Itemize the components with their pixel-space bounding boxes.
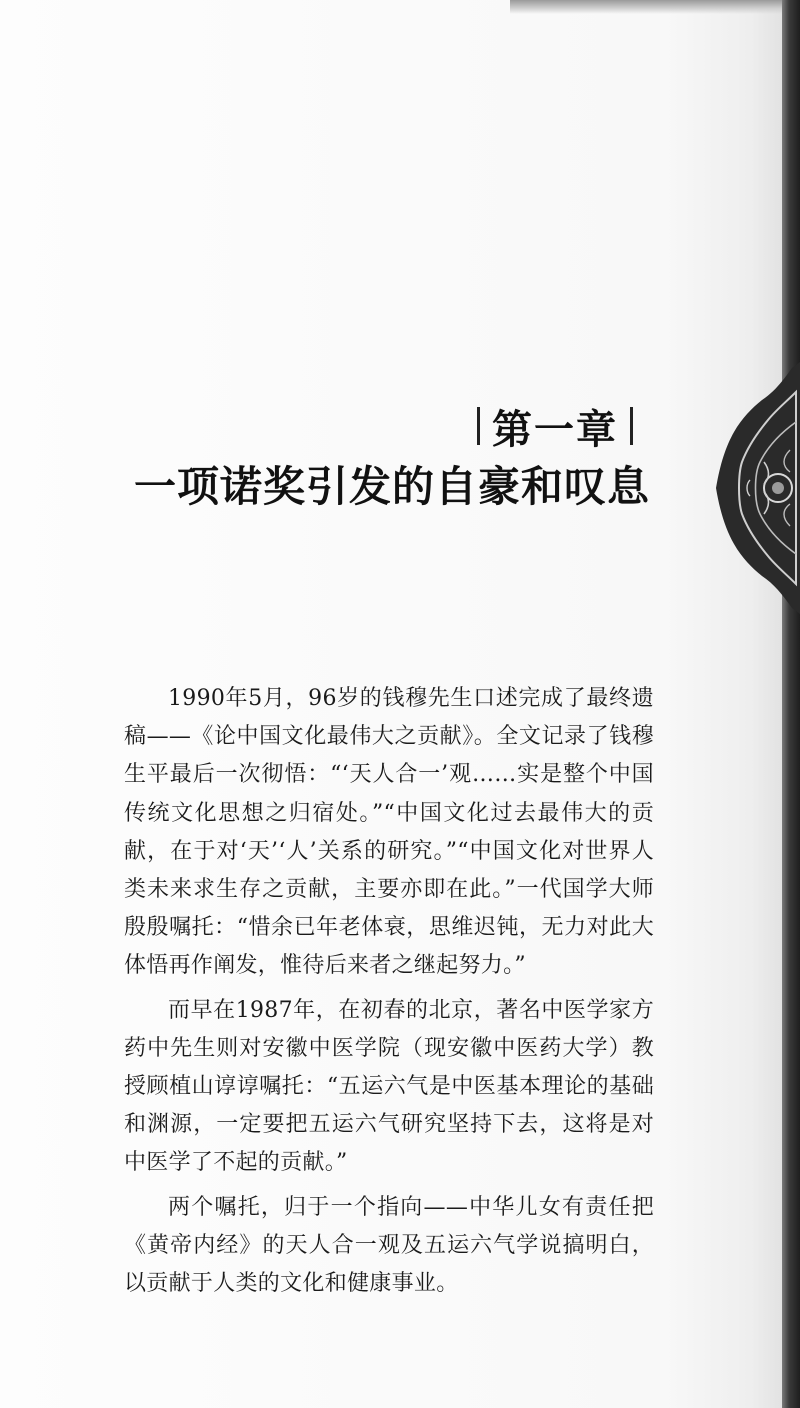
decorative-ornament-icon — [712, 362, 800, 614]
right-bar — [630, 407, 633, 445]
paragraph-1: 1990年5月，96岁的钱穆先生口述完成了最终遗稿——《论中国文化最伟大之贡献》。全文记录了钱穆生平最后一次彻悟：“‘天人合一’观……实是整个中国传统文化思想之归宿处。”“中国文化过去最伟大的贡献，在于对‘天’‘人’关系的研究。”“中国文化对世界人类未来求生存之贡献，主要亦即在此。”一代国学大师殷殷嘱托：“惜余已年老体衰，思维迟钝，无力对此大体悟再作阐发，惟待后来者之继起努力。” — [124, 686, 654, 979]
chapter-number — [460, 398, 650, 454]
chapter-title: 一项诺奖引发的自豪和叹息 — [133, 462, 650, 511]
body-text — [124, 680, 654, 1309]
paragraph-3: 两个嘱托，归于一个指向——中华儿女有责任把《黄帝内经》的天人合一观及五运六气学说搞明白，以贡献于人类的文化和健康事业。 — [124, 1194, 654, 1297]
book-edge — [782, 0, 800, 1408]
page-shadow — [510, 0, 790, 14]
left-bar — [477, 407, 480, 445]
paragraph-2: 而早在1987年，在初春的北京，著名中医学家方药中先生则对安徽中医学院（现安徽中医药大学）教授顾植山谆谆嘱托：“五运六气是中医基本理论的基础和渊源，一定要把五运六气研究坚持下去，这将是对中医学了不起的贡献。” — [124, 997, 654, 1176]
chapter-number-text: 第一章 — [492, 406, 618, 453]
